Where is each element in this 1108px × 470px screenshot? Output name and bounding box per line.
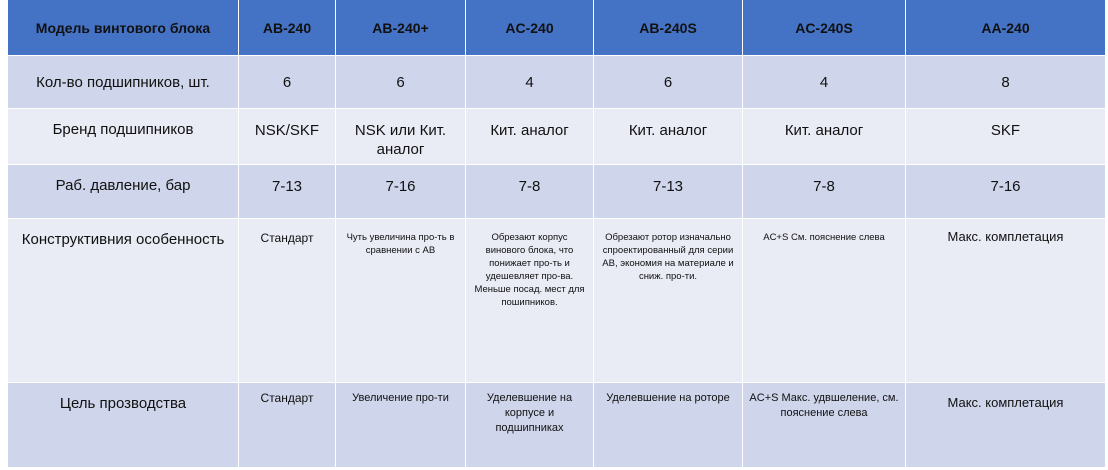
header-model-ac240s: AC-240S (743, 0, 906, 56)
cell-purpose-ab240s: Уделевшение на роторе (594, 383, 743, 468)
row-label-bearings: Кол-во подшипников, шт. (8, 56, 239, 109)
header-model-ab240plus: AB-240+ (336, 0, 466, 56)
header-model-ab240s: AB-240S (594, 0, 743, 56)
row-working-pressure (8, 165, 1106, 219)
header-row (8, 0, 1106, 56)
cell-brand-ab240s: Кит. аналог (594, 109, 743, 165)
header-model-label: Модель винтового блока (8, 0, 239, 56)
cell-purpose-ab240plus: Увеличение про-ти (336, 383, 466, 468)
row-label-purpose: Цель прозводства (8, 383, 239, 468)
cell-pressure-ab240s: 7-13 (594, 165, 743, 219)
cell-design-ac240s: AC+S См. пояснение слева (743, 219, 906, 383)
cell-pressure-ac240s: 7-8 (743, 165, 906, 219)
cell-pressure-aa240: 7-16 (906, 165, 1106, 219)
cell-brand-ab240: NSK/SKF (239, 109, 336, 165)
header-model-ab240: AB-240 (239, 0, 336, 56)
row-design-feature (8, 219, 1106, 383)
cell-brand-ac240: Кит. аналог (466, 109, 594, 165)
cell-purpose-ac240s: AC+S Макс. удвшеление, см. пояснение слева (743, 383, 906, 468)
header-model-aa240: AA-240 (906, 0, 1106, 56)
row-label-pressure: Раб. давление, бар (8, 165, 239, 219)
cell-design-ac240: Обрезают корпус винового блока, что понижает про-ть и удешевляет про-ва. Меньше посад. мест для пошипников. (466, 219, 594, 383)
cell-brand-aa240: SKF (906, 109, 1106, 165)
header-model-ac240: AC-240 (466, 0, 594, 56)
cell-purpose-ac240: Уделевшение на корпусе и подшипниках (466, 383, 594, 468)
cell-pressure-ab240plus: 7-16 (336, 165, 466, 219)
cell-design-aa240: Макс. комплетация (906, 219, 1106, 383)
row-bearing-brand (8, 109, 1106, 165)
cell-design-ab240plus: Чуть увеличина про-ть в сравнении с АВ (336, 219, 466, 383)
cell-bearings-ac240s: 4 (743, 56, 906, 109)
cell-bearings-ac240: 4 (466, 56, 594, 109)
row-production-purpose (8, 383, 1106, 468)
cell-design-ab240: Стандарт (239, 219, 336, 383)
cell-bearings-aa240: 8 (906, 56, 1106, 109)
row-label-design: Конструктивния особенность (8, 219, 239, 383)
cell-bearings-ab240s: 6 (594, 56, 743, 109)
spec-table (8, 0, 1106, 468)
cell-purpose-aa240: Макс. комплетация (906, 383, 1106, 468)
cell-brand-ab240plus: NSK или Кит. аналог (336, 109, 466, 165)
cell-design-ab240s: Обрезают ротор изначально спроектированный для серии АВ, экономия на материале и сниж. про-ти. (594, 219, 743, 383)
row-bearings-count (8, 56, 1106, 109)
cell-bearings-ab240: 6 (239, 56, 336, 109)
cell-pressure-ab240: 7-13 (239, 165, 336, 219)
cell-brand-ac240s: Кит. аналог (743, 109, 906, 165)
cell-bearings-ab240plus: 6 (336, 56, 466, 109)
row-label-brand: Бренд подшипников (8, 109, 239, 165)
cell-purpose-ab240: Стандарт (239, 383, 336, 468)
cell-pressure-ac240: 7-8 (466, 165, 594, 219)
